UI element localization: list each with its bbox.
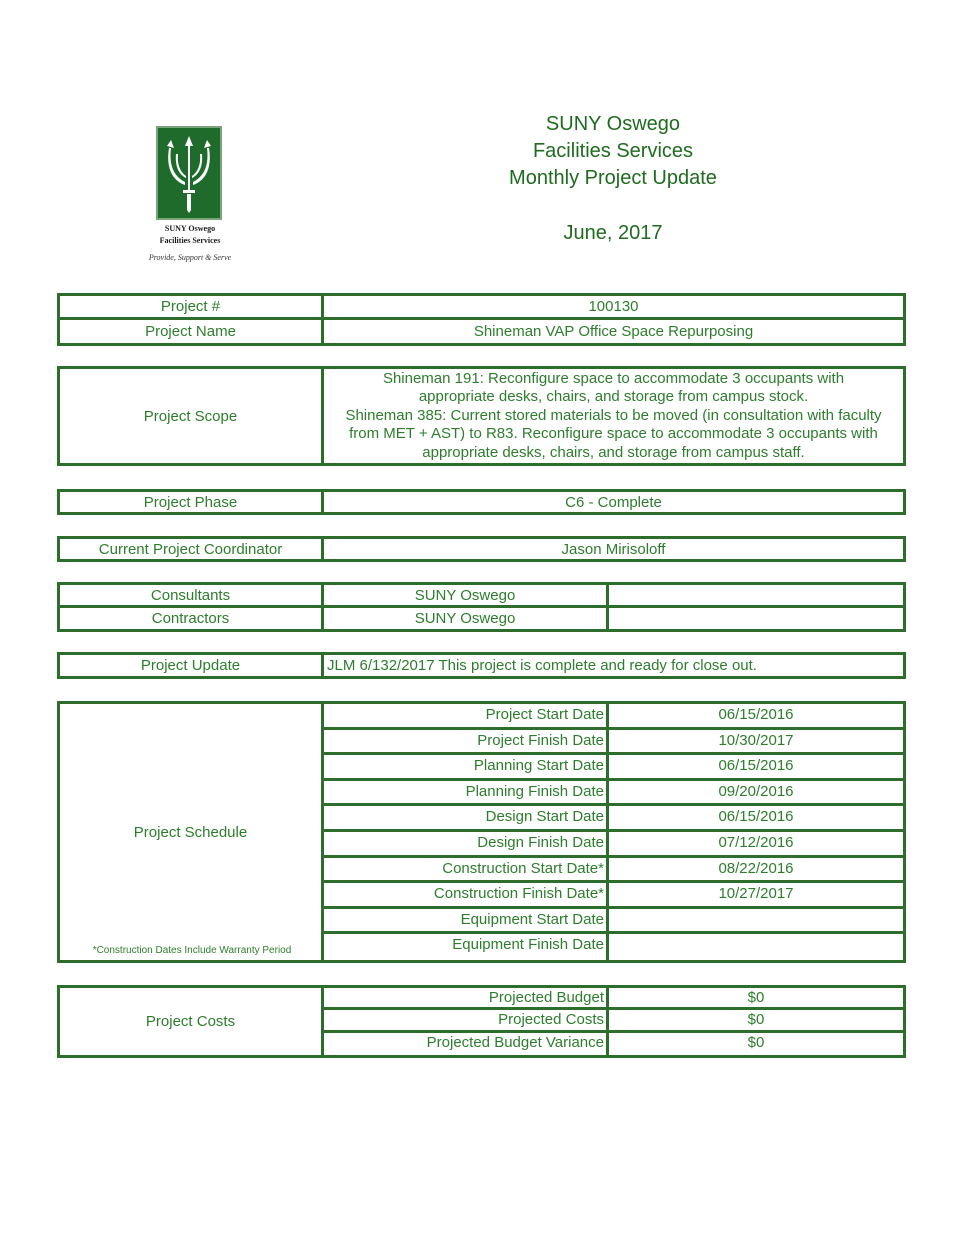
project-scope-label: Project Scope	[60, 369, 324, 463]
project-scope-row	[60, 369, 903, 463]
cost-field-value: $0	[747, 989, 765, 1006]
scope-line: from MET + AST) to R83. Reconfigure space to accommodate 3 occupants with	[349, 425, 878, 443]
cost-field-label: Projected Budget Variance	[324, 1033, 609, 1055]
project-scope-text	[339, 370, 887, 463]
header-date: June, 2017	[563, 222, 663, 244]
schedule-row	[324, 806, 903, 832]
project-phase-table	[57, 489, 906, 515]
project-schedule-table	[57, 701, 906, 963]
project-name-label: Project Name	[60, 320, 324, 343]
project-info-table	[57, 293, 906, 346]
project-costs-label-cell	[60, 988, 324, 1055]
project-update-value: JLM 6/132/2017 This project is complete and ready for close out.	[327, 657, 757, 674]
project-phase-label: Project Phase	[60, 492, 324, 512]
schedule-row	[324, 934, 903, 960]
schedule-field-value: 07/12/2016	[718, 833, 794, 851]
project-schedule-label-cell	[60, 704, 324, 960]
coordinator-value: Jason Mirisoloff	[561, 540, 666, 558]
logo-line-1: SUNY Oswego	[164, 224, 216, 233]
project-name-value: Shineman VAP Office Space Repurposing	[473, 323, 754, 340]
schedule-field-value: 06/15/2016	[718, 757, 794, 775]
scope-line: appropriate desks, chairs, and storage from campus stock.	[418, 388, 809, 406]
contractors-row	[60, 608, 903, 629]
schedule-field-value	[609, 909, 903, 932]
project-number-row	[60, 296, 903, 320]
parties-table	[57, 582, 906, 632]
project-update-row	[60, 655, 903, 676]
cost-field-value: $0	[747, 1033, 765, 1051]
schedule-field-value: 09/20/2016	[718, 782, 794, 800]
project-scope-table	[57, 366, 906, 466]
project-phase-row	[60, 492, 903, 512]
schedule-row	[324, 755, 903, 781]
schedule-field-label: Construction Start Date*	[324, 858, 609, 881]
logo-tagline: Provide, Support & Serve	[148, 253, 232, 262]
consultants-extra	[609, 585, 903, 605]
schedule-field-label: Equipment Finish Date	[324, 934, 609, 960]
scope-line: Shineman 385: Current stored materials to be moved (in consultation with faculty	[345, 406, 882, 424]
project-update-table	[57, 652, 906, 679]
project-costs-label: Project Costs	[145, 1013, 236, 1030]
consultants-row	[60, 585, 903, 608]
scope-line: Shineman 191: Reconfigure space to accommodate 3 occupants with	[382, 369, 845, 387]
cost-field-label: Projected Costs	[324, 1010, 609, 1029]
construction-dates-note: *Construction Dates Include Warranty Period	[92, 945, 292, 956]
cost-rows	[324, 988, 903, 1055]
schedule-rows	[324, 704, 903, 960]
schedule-field-label: Project Finish Date	[324, 730, 609, 753]
schedule-row	[324, 883, 903, 909]
header-report-title: Monthly Project Update	[509, 167, 717, 189]
project-number-value: 100130	[588, 298, 639, 315]
cost-row	[324, 1033, 903, 1055]
schedule-field-label: Planning Finish Date	[324, 781, 609, 804]
header-org: SUNY Oswego	[545, 113, 681, 135]
project-number-label: Project #	[60, 296, 324, 317]
cost-field-value: $0	[747, 1011, 765, 1029]
schedule-field-value: 10/27/2017	[718, 885, 794, 903]
coordinator-table	[57, 536, 906, 562]
consultants-label: Consultants	[60, 585, 324, 605]
trident-icon	[156, 126, 222, 220]
schedule-field-value: 08/22/2016	[718, 859, 794, 877]
contractors-label: Contractors	[60, 608, 324, 629]
schedule-row	[324, 858, 903, 884]
schedule-row	[324, 909, 903, 935]
scope-line: appropriate desks, chairs, and storage from campus staff.	[422, 443, 805, 461]
project-schedule-label: Project Schedule	[133, 823, 248, 841]
schedule-field-label: Design Start Date	[324, 806, 609, 829]
schedule-field-label: Design Finish Date	[324, 832, 609, 855]
project-update-label: Project Update	[60, 655, 324, 676]
schedule-row	[324, 832, 903, 858]
project-scope-value	[324, 369, 903, 463]
contractors-value: SUNY Oswego	[324, 608, 609, 629]
schedule-field-label: Planning Start Date	[324, 755, 609, 778]
coordinator-row	[60, 539, 903, 559]
contractors-extra	[609, 608, 903, 629]
header-department: Facilities Services	[532, 140, 694, 162]
cost-row	[324, 988, 903, 1010]
cost-field-label: Projected Budget	[324, 988, 609, 1007]
consultants-value: SUNY Oswego	[324, 585, 609, 605]
schedule-field-label: Construction Finish Date*	[324, 883, 609, 906]
project-name-row	[60, 320, 903, 343]
project-phase-value: C6 - Complete	[565, 493, 662, 511]
logo-line-2: Facilities Services	[159, 236, 221, 245]
schedule-field-label: Equipment Start Date	[324, 909, 609, 932]
cost-row	[324, 1010, 903, 1032]
schedule-row	[324, 781, 903, 807]
schedule-row	[324, 704, 903, 730]
schedule-field-value: 10/30/2017	[718, 731, 794, 749]
schedule-field-value	[609, 934, 903, 960]
project-costs-table	[57, 985, 906, 1058]
schedule-field-value: 06/15/2016	[718, 808, 794, 826]
schedule-field-value: 06/15/2016	[718, 706, 794, 723]
schedule-row	[324, 730, 903, 756]
schedule-field-label: Project Start Date	[324, 704, 609, 727]
coordinator-label: Current Project Coordinator	[60, 539, 324, 559]
